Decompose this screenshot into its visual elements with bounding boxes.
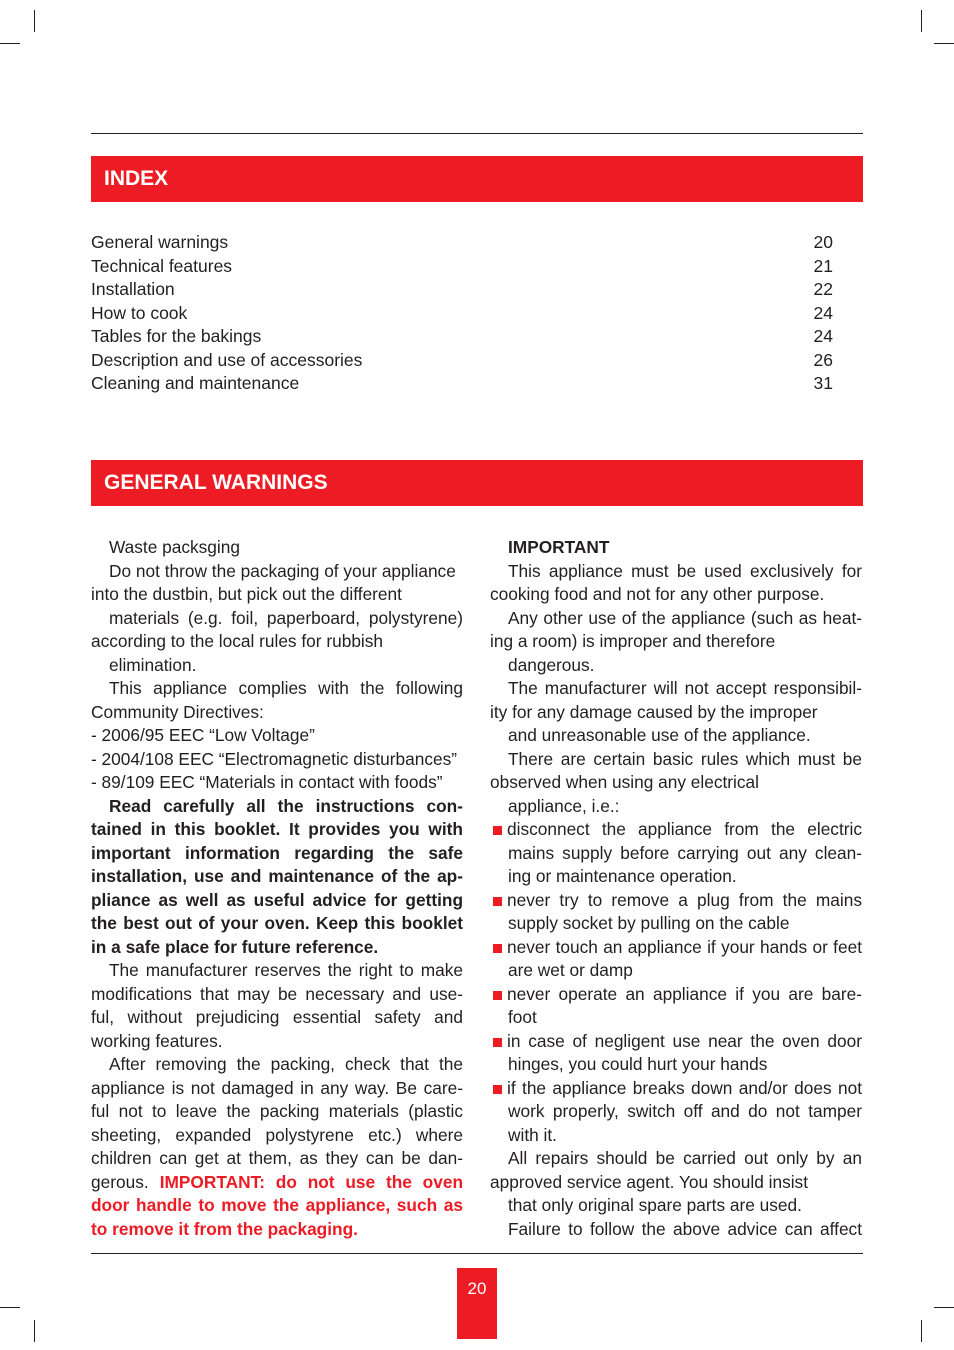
- text-line: supply socket by pulling on the cable: [508, 913, 790, 933]
- index-entry[interactable]: [91, 372, 833, 396]
- bold-notice-line: in a safe place for future reference.: [91, 936, 379, 957]
- text-line: dangerous.: [508, 654, 595, 675]
- bold-notice-line: pliance as well as useful advice for getting: [91, 889, 463, 910]
- crop-mark: [0, 1307, 20, 1308]
- text-line: hinges, you could hurt your hands: [508, 1054, 768, 1074]
- red-warning-line: door handle to move the appliance, such as: [91, 1195, 463, 1215]
- bottom-rule: [91, 1253, 863, 1254]
- text-line: working features.: [91, 1030, 223, 1051]
- text-line: ity for any damage caused by the improper: [490, 701, 818, 722]
- bold-notice-line: important information regarding the safe: [91, 842, 463, 863]
- text-line: [91, 1171, 463, 1195]
- rule-bullet: [490, 936, 862, 960]
- text-line: observed when using any electrical: [490, 772, 759, 792]
- bullet-text: never operate an appliance if you are bare-: [507, 983, 862, 1004]
- text-line: The manufacturer reserves the right to make: [109, 960, 463, 980]
- bullet-square-icon: [493, 826, 502, 835]
- text-line: ful not to leave the packing materials (plastic: [91, 1101, 463, 1121]
- text-line: ful, without prejudicing essential safety and: [91, 1007, 463, 1027]
- bullet-text: if the appliance breaks down and/or does not: [507, 1077, 862, 1098]
- text-line: work properly, switch off and do not tamper: [508, 1101, 862, 1121]
- index-entry[interactable]: [91, 349, 833, 373]
- rule-bullet: [490, 818, 862, 842]
- index-entry[interactable]: [91, 255, 833, 279]
- text-line: materials (e.g. foil, paperboard, polystyrene): [109, 607, 463, 628]
- text-line: elimination.: [109, 654, 197, 675]
- text-line: into the dustbin, but pick out the different: [91, 584, 402, 604]
- crop-mark: [0, 43, 20, 44]
- general-warnings-title: GENERAL WARNINGS: [104, 471, 328, 494]
- index-entry[interactable]: [91, 231, 833, 255]
- text-line: sheeting, expanded polystyrene etc.) where: [91, 1124, 463, 1145]
- bullet-square-icon: [493, 1085, 502, 1094]
- text-line: Failure to follow the above advice can affect: [508, 1218, 862, 1239]
- rule-bullet: [490, 889, 862, 913]
- index-entry-page: 26: [813, 349, 833, 370]
- text-line: appliance, i.e.:: [508, 795, 620, 816]
- bullet-square-icon: [493, 944, 502, 953]
- text-line: cooking food and not for any other purpose.: [490, 584, 825, 604]
- bold-notice-line: the best out of your oven. Keep this booklet: [91, 913, 463, 933]
- crop-mark: [921, 1320, 922, 1342]
- text-line: and unreasonable use of the appliance.: [508, 725, 811, 745]
- text-line: modifications that may be necessary and use-: [91, 983, 463, 1004]
- text-line: After removing the packing, check that the: [109, 1054, 463, 1074]
- text-line: that only original spare parts are used.: [508, 1195, 802, 1215]
- warnings-left-column: [91, 536, 463, 1241]
- text-line: Any other use of the appliance (such as heat-: [508, 607, 862, 628]
- index-entry-page: 22: [813, 279, 833, 299]
- index-entry-label: Cleaning and maintenance: [91, 373, 300, 393]
- rule-bullet: [490, 1077, 862, 1101]
- text-line: There are certain basic rules which must be: [508, 748, 862, 769]
- crop-mark: [934, 43, 954, 44]
- text-line: are wet or damp: [508, 960, 633, 980]
- index-entry-label: How to cook: [91, 302, 188, 323]
- index-entry-page: 20: [813, 232, 833, 252]
- index-entry-page: 31: [813, 373, 833, 393]
- general-warnings-header: [91, 460, 863, 506]
- directive-item: - 2006/95 EEC “Low Voltage”: [91, 725, 315, 745]
- text-line: The manufacturer will not accept responsibil-: [508, 678, 862, 698]
- crop-mark: [34, 10, 35, 32]
- index-entry-page: 24: [813, 302, 833, 323]
- bullet-square-icon: [493, 897, 502, 906]
- text-line: foot: [508, 1007, 537, 1027]
- text-line: Waste packsging: [109, 537, 240, 557]
- index-entry[interactable]: [91, 325, 833, 349]
- red-warning-fragment: IMPORTANT: do not use the oven: [159, 1171, 463, 1192]
- text-line: ing or maintenance operation.: [508, 866, 737, 886]
- bullet-text: disconnect the appliance from the electric: [507, 819, 862, 839]
- index-entry[interactable]: [91, 278, 833, 302]
- directive-item: - 89/109 EEC “Materials in contact with foods”: [91, 772, 443, 792]
- bold-notice-line: tained in this booklet. It provides you with: [91, 819, 463, 839]
- text-line: All repairs should be carried out only by an: [508, 1148, 862, 1168]
- index-title: INDEX: [104, 167, 169, 190]
- index-header: [91, 156, 863, 202]
- bullet-text: never try to remove a plug from the mains: [507, 889, 862, 910]
- index-entry-label: General warnings: [91, 232, 229, 252]
- index-entry-label: Installation: [91, 279, 175, 299]
- text-line: This appliance must be used exclusively for: [508, 560, 862, 581]
- directive-item: - 2004/108 EEC “Electromagnetic disturbances”: [91, 748, 457, 769]
- bullet-text: never touch an appliance if your hands or feet: [507, 936, 862, 957]
- crop-mark: [934, 1307, 954, 1308]
- text-line: Do not throw the packaging of your appliance: [109, 560, 456, 581]
- text-line: Community Directives:: [91, 701, 264, 722]
- text-line: approved service agent. You should insist: [490, 1171, 808, 1192]
- index-list: [91, 231, 833, 396]
- page-number: 20: [457, 1268, 497, 1339]
- text-line: mains supply before carrying out any clean-: [508, 842, 862, 863]
- warnings-right-column: [490, 536, 862, 1241]
- index-entry-label: Description and use of accessories: [91, 349, 363, 370]
- text-line: children can get at them, as they can be dan-: [91, 1148, 463, 1168]
- rule-bullet: [490, 983, 862, 1007]
- text-line: appliance is not damaged in any way. Be care-: [91, 1077, 463, 1098]
- text-line: This appliance complies with the following: [109, 678, 463, 698]
- index-entry-label: Tables for the bakings: [91, 326, 262, 346]
- text-line: with it.: [508, 1124, 557, 1145]
- top-rule: [91, 133, 863, 134]
- rule-bullet: [490, 1030, 862, 1054]
- red-warning-line: to remove it from the packaging.: [91, 1218, 358, 1239]
- bullet-square-icon: [493, 991, 502, 1000]
- bold-notice-line: Read carefully all the instructions con-: [109, 795, 463, 816]
- index-entry-page: 24: [813, 326, 833, 346]
- bullet-square-icon: [493, 1038, 502, 1047]
- index-entry-page: 21: [813, 255, 833, 276]
- crop-mark: [34, 1320, 35, 1342]
- important-heading: IMPORTANT: [508, 537, 610, 557]
- index-entry[interactable]: [91, 302, 833, 326]
- text-line: ing a room) is improper and therefore: [490, 631, 776, 651]
- text-line: according to the local rules for rubbish: [91, 631, 384, 651]
- bullet-text: in case of negligent use near the oven door: [507, 1030, 862, 1051]
- bold-notice-line: installation, use and maintenance of the ap-: [91, 866, 463, 886]
- text-fragment: gerous.: [91, 1171, 149, 1192]
- index-entry-label: Technical features: [91, 255, 233, 276]
- crop-mark: [921, 10, 922, 32]
